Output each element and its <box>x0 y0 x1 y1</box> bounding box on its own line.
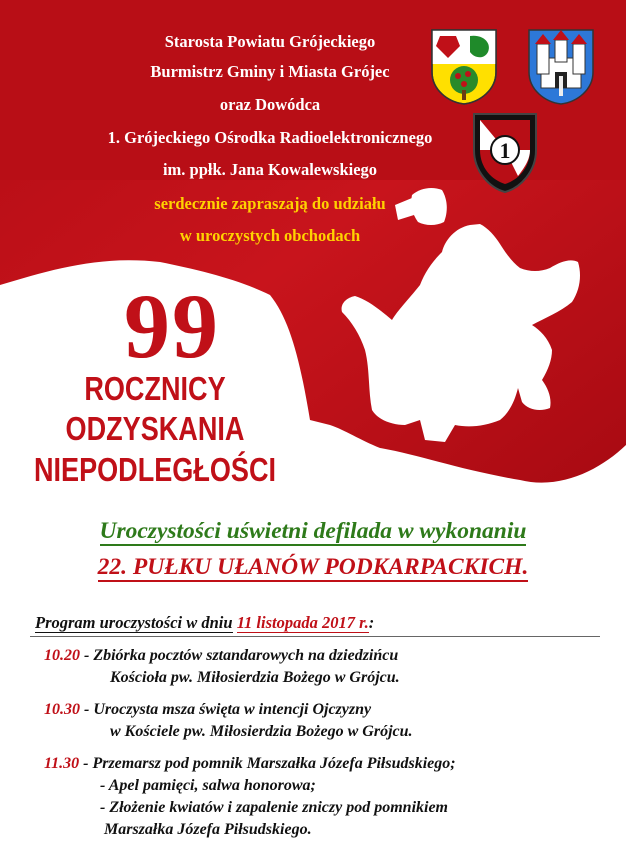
program-item-1-line-1: - Zbiórka pocztów sztandarowych na dziedzińcu <box>80 647 399 664</box>
program-item-3-line-3: - Złożenie kwiatów i zapalenie zniczy pod pomnikiem <box>100 799 448 816</box>
program-item-2-line-1: - Uroczysta msza święta w intencji Ojczyzny <box>80 701 372 718</box>
program-item-3 <box>44 753 456 841</box>
unit-number: 1 <box>499 138 511 163</box>
invitation-line-5: im. ppłk. Jana Kowalewskiego <box>162 160 378 179</box>
program-colon: : <box>368 613 375 632</box>
parade-regiment <box>0 553 626 581</box>
invitation-line-7: w uroczystych obchodach <box>179 226 361 245</box>
program-item-1-time: 10.20 <box>44 647 80 664</box>
program-item-3-line-1: - Przemarsz pod pomnik Marszałka Józefa Piłsudskiego; <box>79 755 456 772</box>
program-item-2-time: 10.30 <box>44 701 80 718</box>
headline-line-3: NIEPODLEGŁOŚCI <box>33 451 277 488</box>
anniversary-number: 99 <box>124 275 220 377</box>
headline-line-1: ROCZNICY <box>84 370 226 407</box>
program-item-1-line-2: Kościoła pw. Miłosierdzia Bożego w Grójcu. <box>110 669 400 686</box>
program-item-3-line-2: - Apel pamięci, salwa honorowa; <box>100 777 316 794</box>
parade-announcement <box>0 517 626 545</box>
program-divider <box>30 636 600 637</box>
invitation-line-1: Starosta Powiatu Grójeckiego <box>164 32 376 51</box>
program-date: 11 listopada 2017 r. <box>236 613 369 632</box>
invitation-line-3: oraz Dowódca <box>219 95 321 114</box>
headline-line-2: ODZYSKANIA <box>65 410 245 447</box>
invitation-line-4: 1. Grójeckiego Ośrodka Radioelektronicznego <box>107 128 433 147</box>
unit-emblem-icon <box>470 110 540 194</box>
parade-line-1: Uroczystości uświetni defilada w wykonaniu <box>99 518 527 544</box>
program-heading <box>35 613 374 633</box>
invitation-line-6: serdecznie zapraszają do udziału <box>154 194 386 213</box>
county-coat-of-arms-icon <box>430 28 498 106</box>
invitation-line-2: Burmistrz Gminy i Miasta Grójec <box>150 62 390 81</box>
program-item-2 <box>44 699 413 743</box>
program-intro: Program uroczystości w dniu <box>35 613 233 632</box>
parade-line-2: 22. PUŁKU UŁANÓW PODKARPACKICH. <box>97 554 529 580</box>
program-item-3-line-4: Marszałka Józefa Piłsudskiego. <box>104 821 312 838</box>
town-coat-of-arms-icon <box>527 28 595 106</box>
program-item-1 <box>44 645 400 689</box>
program-item-3-time: 11.30 <box>44 755 80 772</box>
program-item-2-line-2: w Kościele pw. Miłosierdzia Bożego w Grójcu. <box>110 723 413 740</box>
